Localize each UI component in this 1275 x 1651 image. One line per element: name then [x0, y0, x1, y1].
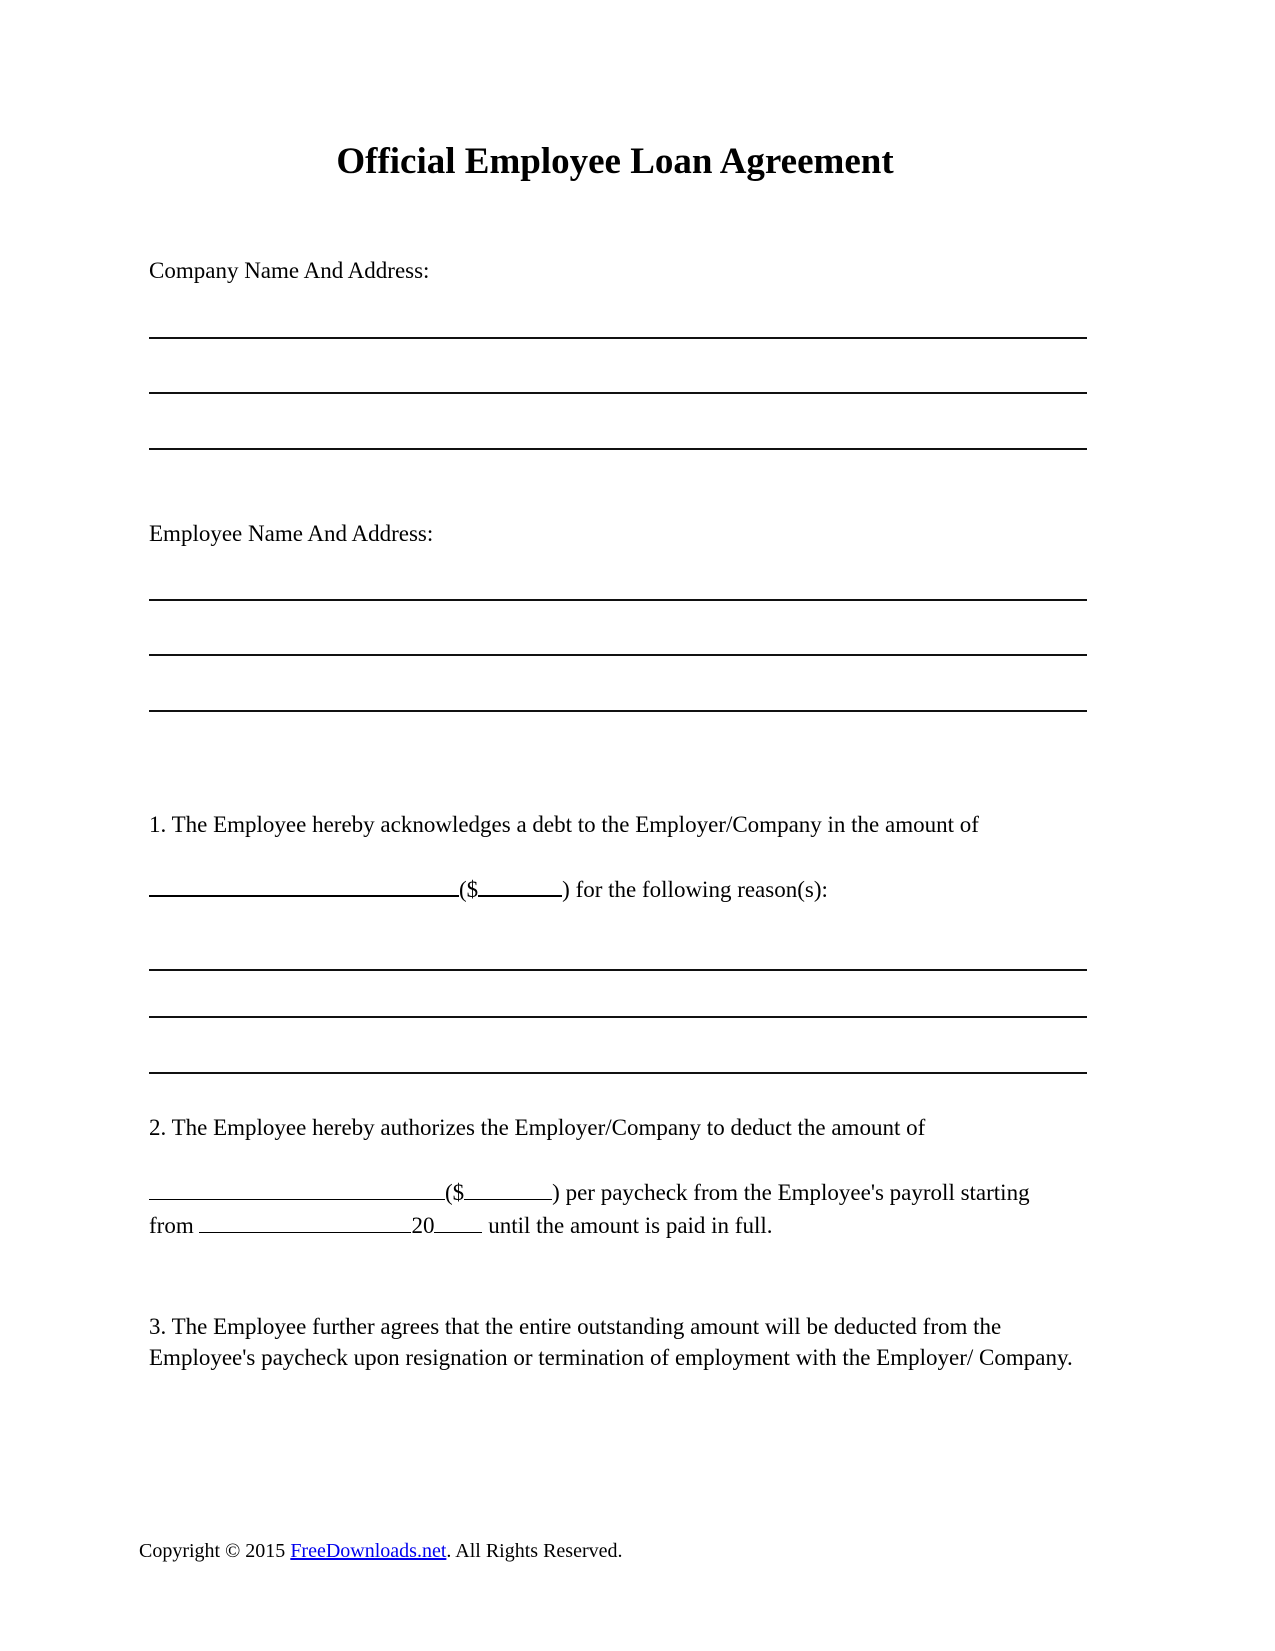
employee-address-line-3[interactable]	[149, 710, 1087, 712]
freedownloads-link[interactable]: FreeDownloads.net	[290, 1540, 447, 1562]
deduction-close-text: ) per paycheck from the Employee's payroll starting	[552, 1180, 1030, 1205]
copyright-footer	[139, 1540, 623, 1563]
company-address-line-1[interactable]	[149, 337, 1087, 339]
reason-line-1[interactable]	[149, 969, 1087, 971]
start-year-blank[interactable]	[434, 1231, 482, 1233]
company-address-line-3[interactable]	[149, 448, 1087, 450]
amount-dollars-blank[interactable]	[478, 894, 562, 897]
clause-1-amount-row	[149, 877, 828, 903]
deduction-dollars-blank[interactable]	[464, 1198, 552, 1200]
amount-in-words-blank[interactable]	[149, 894, 459, 897]
amount-close-text: ) for the following reason(s):	[562, 877, 828, 902]
company-address-line-2[interactable]	[149, 392, 1087, 394]
clause-1-text: 1. The Employee hereby acknowledges a debt to the Employer/Company in the amount of	[149, 812, 979, 837]
start-date-blank[interactable]	[199, 1231, 411, 1233]
deduction-open-paren: ($	[445, 1180, 465, 1205]
until-text: until the amount is paid in full.	[488, 1213, 773, 1238]
employee-address-line-2[interactable]	[149, 654, 1087, 656]
employee-name-address-label: Employee Name And Address:	[149, 521, 434, 546]
company-name-address-label: Company Name And Address:	[149, 258, 430, 283]
employee-address-line-1[interactable]	[149, 599, 1087, 601]
from-label: from	[149, 1213, 194, 1238]
clause-2-start-row	[149, 1213, 773, 1239]
year-prefix: 20	[411, 1213, 435, 1238]
clause-2-text: 2. The Employee hereby authorizes the Employer/Company to deduct the amount of	[149, 1115, 926, 1140]
copyright-suffix: . All Rights Reserved.	[446, 1540, 623, 1562]
document-title: Official Employee Loan Agreement	[336, 141, 894, 182]
clause-3-text: 3. The Employee further agrees that the entire outstanding amount will be deducted from the Employee's paycheck upon resignation or termination of employment with the Employer/ Company.	[149, 1314, 1073, 1370]
copyright-prefix: Copyright © 2015	[139, 1540, 286, 1562]
clause-2-amount-row	[149, 1180, 1030, 1206]
deduction-in-words-blank[interactable]	[149, 1198, 445, 1200]
amount-open-paren: ($	[459, 877, 479, 902]
reason-line-2[interactable]	[149, 1016, 1087, 1018]
reason-line-3[interactable]	[149, 1072, 1087, 1074]
